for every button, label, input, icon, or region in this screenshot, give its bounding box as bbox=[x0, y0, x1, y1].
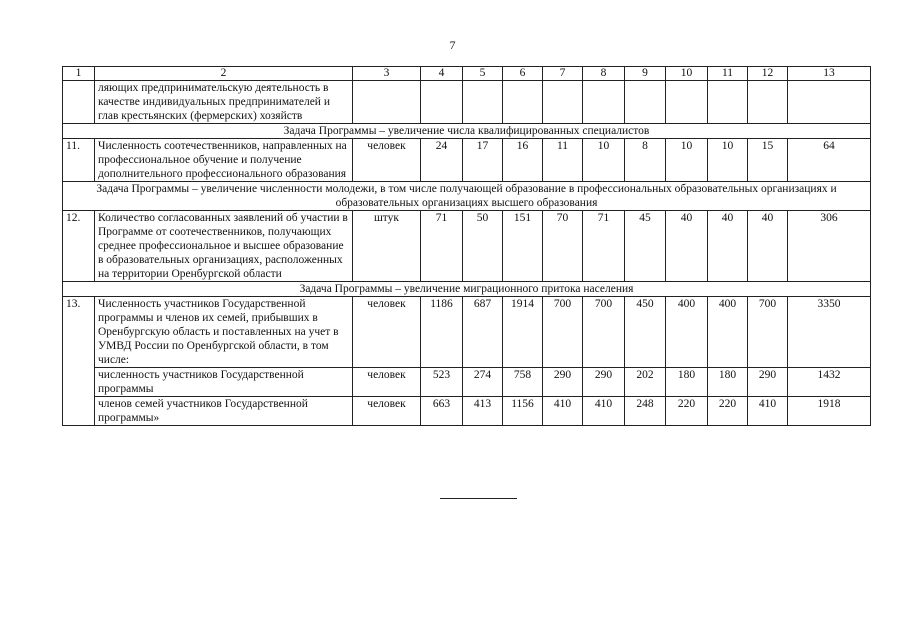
table-row bbox=[63, 397, 871, 426]
value-cell: 17 bbox=[463, 139, 503, 182]
value-cell bbox=[666, 81, 708, 124]
program-indicators-table bbox=[62, 66, 871, 426]
value-cell: 24 bbox=[421, 139, 463, 182]
value-cell: 10 bbox=[708, 139, 748, 182]
value-cell: 274 bbox=[463, 368, 503, 397]
value-cell: 410 bbox=[748, 397, 788, 426]
value-cell: 10 bbox=[583, 139, 625, 182]
table-row bbox=[63, 139, 871, 182]
unit-cell bbox=[353, 81, 421, 124]
column-header: 12 bbox=[748, 67, 788, 81]
value-cell: 202 bbox=[625, 368, 666, 397]
column-header: 9 bbox=[625, 67, 666, 81]
row-number: 11. bbox=[63, 139, 95, 182]
row-description: Численность участников Государственной программы и членов их семей, прибывших в Оренбургскую область и поставленных на учет в УМВД России по Оренбургской области, в том числе: bbox=[95, 297, 353, 368]
value-cell: 40 bbox=[708, 211, 748, 282]
value-cell bbox=[625, 81, 666, 124]
value-cell: 663 bbox=[421, 397, 463, 426]
table-row bbox=[63, 368, 871, 397]
value-cell bbox=[503, 81, 543, 124]
row-description: Численность соотечественников, направленных на профессиональное обучение и получение дополнительного профессионального образования bbox=[95, 139, 353, 182]
value-cell: 70 bbox=[543, 211, 583, 282]
total-cell: 64 bbox=[788, 139, 871, 182]
section-task: Задача Программы – увеличение числа квалифицированных специалистов bbox=[63, 124, 871, 139]
value-cell bbox=[543, 81, 583, 124]
value-cell bbox=[748, 81, 788, 124]
total-cell: 306 bbox=[788, 211, 871, 282]
value-cell bbox=[583, 81, 625, 124]
column-header: 2 bbox=[95, 67, 353, 81]
section-task: Задача Программы – увеличение миграционного притока населения bbox=[63, 282, 871, 297]
column-header: 6 bbox=[503, 67, 543, 81]
value-cell: 700 bbox=[748, 297, 788, 368]
value-cell: 410 bbox=[583, 397, 625, 426]
section-heading-row bbox=[63, 182, 871, 211]
column-header: 4 bbox=[421, 67, 463, 81]
value-cell: 180 bbox=[666, 368, 708, 397]
column-header: 7 bbox=[543, 67, 583, 81]
column-header: 5 bbox=[463, 67, 503, 81]
unit-cell: человек bbox=[353, 397, 421, 426]
row-number: 12. bbox=[63, 211, 95, 282]
value-cell: 1914 bbox=[503, 297, 543, 368]
column-header: 13 bbox=[788, 67, 871, 81]
column-header: 3 bbox=[353, 67, 421, 81]
value-cell: 290 bbox=[583, 368, 625, 397]
row-description: Количество согласованных заявлений об участии в Программе от соотечественников, получающих среднее профессиональное и высшее образование в образовательных организациях, расположенных на территории Оренбургской области bbox=[95, 211, 353, 282]
value-cell: 8 bbox=[625, 139, 666, 182]
column-header: 10 bbox=[666, 67, 708, 81]
value-cell: 1156 bbox=[503, 397, 543, 426]
section-task: Задача Программы – увеличение численности молодежи, в том числе получающей образование в профессиональных образовательных организациях и образовательных организациях высшего образования bbox=[63, 182, 871, 211]
value-cell: 50 bbox=[463, 211, 503, 282]
value-cell: 410 bbox=[543, 397, 583, 426]
column-header: 11 bbox=[708, 67, 748, 81]
value-cell bbox=[708, 81, 748, 124]
row-description: ляющих предпринимательскую деятельность в качестве индивидуальных предпринимателей и глав крестьянских (фермерских) хозяйств bbox=[95, 81, 353, 124]
table-row bbox=[63, 297, 871, 368]
total-cell bbox=[788, 81, 871, 124]
column-number-row bbox=[63, 67, 871, 81]
value-cell: 700 bbox=[543, 297, 583, 368]
value-cell: 400 bbox=[708, 297, 748, 368]
value-cell: 151 bbox=[503, 211, 543, 282]
table-row bbox=[63, 211, 871, 282]
unit-cell: штук bbox=[353, 211, 421, 282]
value-cell: 40 bbox=[748, 211, 788, 282]
value-cell: 687 bbox=[463, 297, 503, 368]
value-cell: 71 bbox=[421, 211, 463, 282]
value-cell: 16 bbox=[503, 139, 543, 182]
row-description: членов семей участников Государственной программы» bbox=[95, 397, 353, 426]
total-cell: 1918 bbox=[788, 397, 871, 426]
row-description: численность участников Государственной программы bbox=[95, 368, 353, 397]
value-cell: 413 bbox=[463, 397, 503, 426]
column-header: 1 bbox=[63, 67, 95, 81]
total-cell: 1432 bbox=[788, 368, 871, 397]
table-row bbox=[63, 81, 871, 124]
value-cell: 400 bbox=[666, 297, 708, 368]
value-cell: 758 bbox=[503, 368, 543, 397]
value-cell: 290 bbox=[748, 368, 788, 397]
value-cell: 45 bbox=[625, 211, 666, 282]
value-cell: 700 bbox=[583, 297, 625, 368]
total-cell: 3350 bbox=[788, 297, 871, 368]
value-cell bbox=[463, 81, 503, 124]
column-header: 8 bbox=[583, 67, 625, 81]
value-cell: 220 bbox=[666, 397, 708, 426]
value-cell: 450 bbox=[625, 297, 666, 368]
value-cell: 523 bbox=[421, 368, 463, 397]
section-heading-row bbox=[63, 124, 871, 139]
value-cell: 71 bbox=[583, 211, 625, 282]
unit-cell: человек bbox=[353, 368, 421, 397]
row-number: 13. bbox=[63, 297, 95, 426]
value-cell: 248 bbox=[625, 397, 666, 426]
row-number bbox=[63, 81, 95, 124]
unit-cell: человек bbox=[353, 139, 421, 182]
end-separator-line bbox=[440, 498, 517, 499]
unit-cell: человек bbox=[353, 297, 421, 368]
value-cell: 220 bbox=[708, 397, 748, 426]
value-cell: 1186 bbox=[421, 297, 463, 368]
value-cell bbox=[421, 81, 463, 124]
section-heading-row bbox=[63, 282, 871, 297]
value-cell: 11 bbox=[543, 139, 583, 182]
value-cell: 290 bbox=[543, 368, 583, 397]
value-cell: 180 bbox=[708, 368, 748, 397]
page-number: 7 bbox=[449, 38, 456, 52]
value-cell: 15 bbox=[748, 139, 788, 182]
value-cell: 10 bbox=[666, 139, 708, 182]
value-cell: 40 bbox=[666, 211, 708, 282]
